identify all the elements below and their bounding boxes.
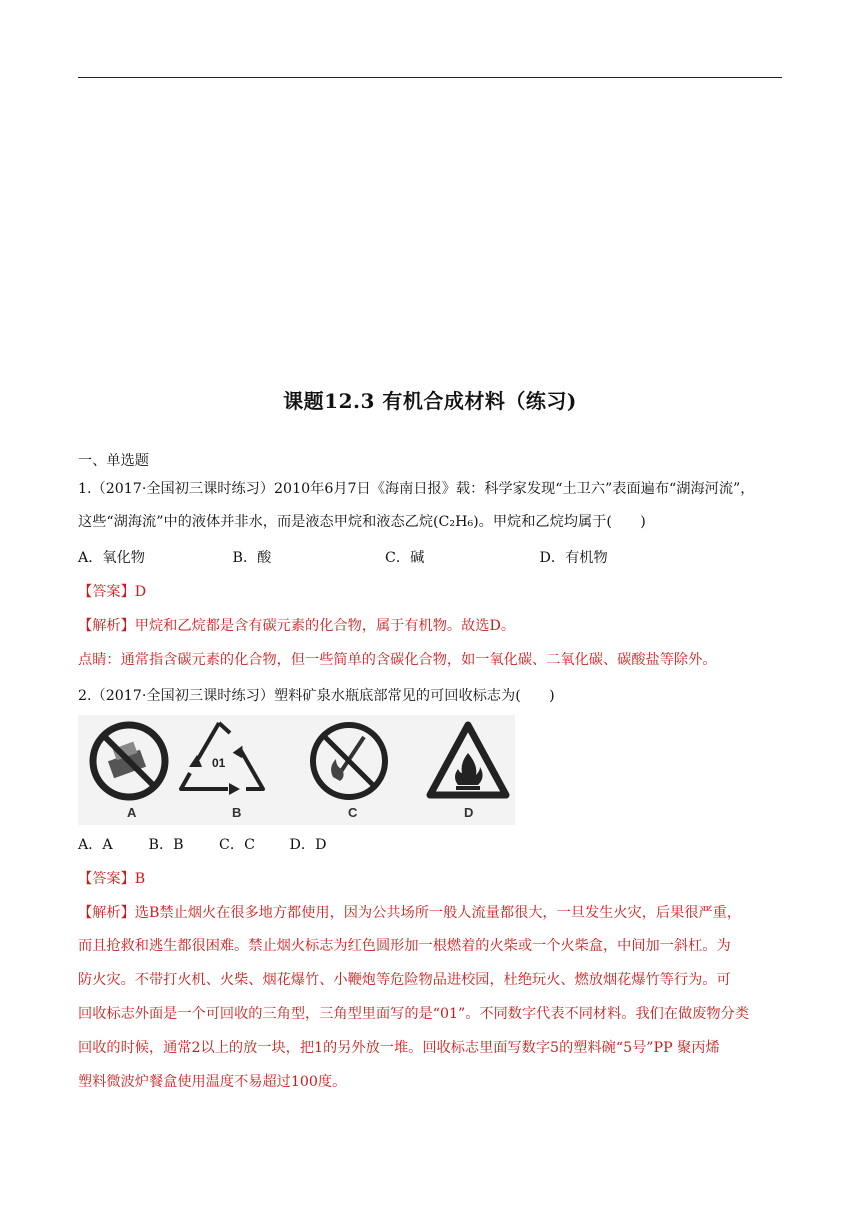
question-1-stem-line1: 1.（2017·全国初三课时练习）2010年6月7日《海南日报》载：科学家发现“土卫六”表面遍布“湖海河流”， bbox=[78, 481, 755, 497]
recycle-code-text: 01 bbox=[212, 756, 226, 770]
question-2-analysis-line3: 防火灾。不带打火机、火柴、烟花爆竹、小鞭炮等危险物品进校园，杜绝玩火、燃放烟花爆竹等行为。可 bbox=[78, 972, 731, 988]
option-b: B．酸 bbox=[232, 550, 272, 566]
question-2-analysis-line6: 塑料微波炉餐盒使用温度不易超过100度。 bbox=[78, 1074, 347, 1090]
question-1-answer: 【答案】D bbox=[78, 584, 147, 600]
question-2-analysis-line1: 【解析】选B禁止烟火在很多地方都使用，因为公共场所一般人流量都很大，一旦发生火灾，后果很严重， bbox=[78, 905, 742, 921]
symbol-label-c: C bbox=[348, 805, 358, 820]
question-2-stem: 2.（2017·全国初三课时练习）塑料矿泉水瓶底部常见的可回收标志为( ) bbox=[78, 688, 555, 704]
question-2-options bbox=[78, 834, 326, 854]
no-matchbox-sign bbox=[93, 725, 165, 797]
question-2-answer: 【答案】B bbox=[78, 871, 146, 887]
question-1-options bbox=[78, 547, 608, 567]
question-2-analysis-line2: 而且抢救和逃生都很困难。禁止烟火标志为红色圆形加一根燃着的火柴或一个火柴盒，中间加一斜杠。为 bbox=[78, 938, 731, 954]
option-d: D．有机物 bbox=[539, 550, 608, 566]
no-open-flame-sign bbox=[313, 725, 385, 797]
question-1-stem-line2: 这些“湖海流”中的液体并非水，而是液态甲烷和液态乙烷(C₂H₆)。甲烷和乙烷均属于( ) bbox=[78, 514, 646, 530]
page-title: 课题12.3 有机合成材料（练习) bbox=[283, 389, 577, 413]
option-a: A．氧化物 bbox=[78, 550, 145, 566]
option-b: B．B bbox=[148, 837, 184, 853]
symbols-figure bbox=[78, 715, 515, 825]
header-rule bbox=[78, 77, 782, 78]
question-2-analysis-line5: 回收的时候，通常2以上的放一块，把1的另外放一堆。回收标志里面写数字5的塑料碗“5号”PP 聚丙烯 bbox=[78, 1040, 720, 1056]
option-d: D．D bbox=[289, 837, 327, 853]
section-heading: 一、单选题 bbox=[78, 453, 149, 469]
symbol-label-b: B bbox=[232, 805, 242, 820]
question-2-analysis-line4: 回收标志外面是一个可回收的三角型，三角型里面写的是“01”。不同数字代表不同材料。我们在做废物分类 bbox=[78, 1006, 750, 1022]
question-1-analysis: 【解析】甲烷和乙烷都是含有碳元素的化合物，属于有机物。故选D。 bbox=[78, 618, 516, 634]
option-c: C．C bbox=[219, 837, 255, 853]
symbol-label-d: D bbox=[464, 805, 474, 820]
flammable-warning-sign bbox=[430, 725, 506, 795]
symbol-label-a: A bbox=[127, 805, 137, 820]
option-a: A．A bbox=[78, 837, 113, 853]
question-1-note: 点睛：通常指含碳元素的化合物，但一些简单的含碳化合物，如一氧化碳、二氧化碳、碳酸盐等除外。 bbox=[78, 652, 717, 668]
option-c: C．碱 bbox=[385, 550, 425, 566]
